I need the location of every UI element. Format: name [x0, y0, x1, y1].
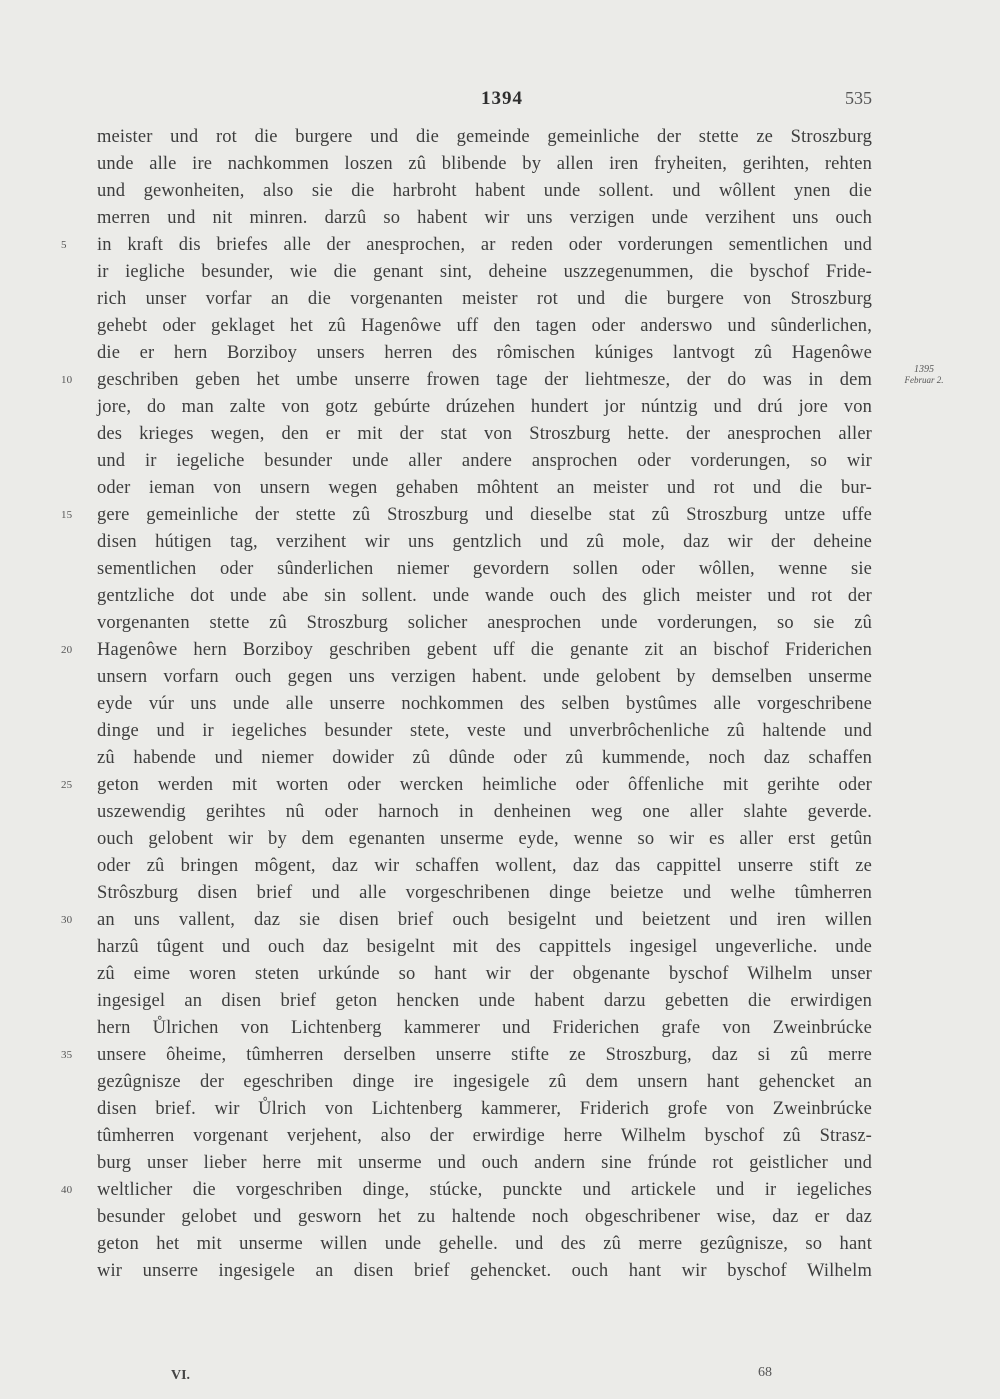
text-line: [97, 934, 872, 961]
text-line: [97, 1231, 872, 1258]
line-text: oder ieman von unsern wegen gehaben môhtent an meister und rot und die bur-: [97, 478, 872, 498]
text-line: [97, 826, 872, 853]
line-text: ir iegliche besunder, wie die genant sint, deheine uszzegenummen, die byschof Fride-: [97, 262, 872, 282]
line-text: harzû tûgent und ouch daz besigelnt mit des cappittels ingesigel ungeverliche. unde: [97, 937, 872, 957]
text-line: [97, 1258, 872, 1285]
text-line: [97, 286, 872, 313]
text-line: [97, 421, 872, 448]
text-line: [97, 340, 872, 367]
line-text: zû habende und niemer dowider zû dûnde oder zû kummende, noch daz schaffen: [97, 748, 872, 768]
text-line: [97, 124, 872, 151]
line-text: eyde vúr uns unde alle unserre nochkommen des selben bystûmes alle vorgeschribene: [97, 694, 872, 714]
line-text: disen brief. wir Ůlrich von Lichtenberg kammerer, Friderich grofe von Zweinbrúcke: [97, 1099, 872, 1119]
line-text: gehebt oder geklaget het zû Hagenôwe uff den tagen oder anderswo und sûnderlichen,: [97, 316, 872, 336]
line-number: 25: [61, 779, 73, 791]
line-number: 5: [61, 239, 67, 251]
line-text: burg unser lieber herre mit unserme und ouch andern sine frúnde rot geistlicher und: [97, 1153, 872, 1173]
line-text: unsern vorfarn ouch gegen uns verzigen habent. unde gelobent by demselben unserme: [97, 667, 872, 687]
text-line: [97, 1204, 872, 1231]
line-text: meister und rot die burgere und die gemeinde gemeinliche der stette ze Stroszburg: [97, 127, 872, 147]
text-line: [97, 1096, 872, 1123]
line-text: besunder gelobet und gesworn het zu haltende noch obgeschribener wise, daz er daz: [97, 1207, 872, 1227]
text-line: [97, 691, 872, 718]
text-line: [97, 718, 872, 745]
line-text: geschriben geben het umbe unserre frowen tage der liehtmesze, der do was in dem: [97, 370, 872, 390]
line-text: ouch gelobent wir by dem egenanten unserme eyde, wenne so wir es aller erst getûn: [97, 829, 872, 849]
text-line: [97, 394, 872, 421]
text-line: [97, 1069, 872, 1096]
line-text: rich unser vorfar an die vorgenanten meister rot und die burgere von Stroszburg: [97, 289, 872, 309]
text-line: [97, 853, 872, 880]
text-line: [61, 367, 872, 394]
line-text: hern Ůlrichen von Lichtenberg kammerer und Friderichen grafe von Zweinbrúcke: [97, 1018, 872, 1038]
line-text: oder zû bringen môgent, daz wir schaffen wollent, daz das cappittel unserre stift ze: [97, 856, 872, 876]
line-text: dinge und ir iegeliches besunder stete, veste und unverbrôchenliche zû haltende und: [97, 721, 872, 741]
text-line: [97, 1123, 872, 1150]
line-text: in kraft dis briefes alle der anesprochen, ar reden oder vorderungen sementlichen und: [97, 235, 872, 255]
text-line: [97, 799, 872, 826]
text-line: [61, 772, 872, 799]
line-text: unsere ôheime, tûmherren derselben unserre stifte ze Stroszburg, daz si zû merre: [97, 1045, 872, 1065]
line-number: 35: [61, 1049, 73, 1061]
text-line: [97, 1015, 872, 1042]
line-text: tûmherren vorgenant verjehent, also der erwirdige herre Wilhelm byschof zû Strasz-: [97, 1126, 872, 1146]
line-text: Hagenôwe hern Borziboy geschriben gebent uff die genante zit an bischof Friderichen: [97, 640, 872, 660]
line-text: Strôszburg disen brief und alle vorgeschribenen dinge beietze und welhe tûmherren: [97, 883, 872, 903]
text-line: [97, 961, 872, 988]
line-text: sementlichen oder sûnderlichen niemer gevordern sollen oder wôllen, wenne sie: [97, 559, 872, 579]
line-text: weltlicher die vorgeschriben dinge, stúcke, punckte und artickele und ir iegeliches: [97, 1180, 872, 1200]
line-text: unde alle ire nachkommen loszen zû blibende by allen iren fryheiten, gerihten, rehten: [97, 154, 872, 174]
text-line: [97, 259, 872, 286]
line-number: 20: [61, 644, 73, 656]
margin-note-year: 1395: [914, 364, 934, 375]
text-line: [97, 988, 872, 1015]
text-line: [97, 529, 872, 556]
text-line: [61, 1177, 872, 1204]
line-number: 10: [61, 374, 73, 386]
text-line: [97, 313, 872, 340]
line-text: und gewonheiten, also sie die harbroht habent unde sollent. und wôllent ynen die: [97, 181, 872, 201]
footer-signature: 68: [758, 1365, 772, 1380]
text-line: [97, 151, 872, 178]
line-text: wir unserre ingesigele an disen brief gehencket. ouch hant wir byschof Wilhelm: [97, 1261, 872, 1281]
line-text: uszewendig gerihtes nû oder harnoch in denheinen weg one aller slahte geverde.: [97, 802, 872, 822]
line-text: vorgenanten stette zû Stroszburg solicher anesprochen unde vorderungen, so sie zû: [97, 613, 872, 633]
line-number: 40: [61, 1184, 73, 1196]
line-text: geton werden mit worten oder wercken heimliche oder ôffenliche mit gerihte oder: [97, 775, 872, 795]
page-number: 535: [845, 88, 872, 108]
line-text: die er hern Borziboy unsers herren des rômischen kúniges lantvogt zû Hagenôwe: [97, 343, 872, 363]
line-text: disen hútigen tag, verzihent wir uns gentzlich und zû mole, daz wir der deheine: [97, 532, 872, 552]
line-text: des krieges wegen, den er mit der stat von Stroszburg hette. der anesprochen aller: [97, 424, 872, 444]
line-text: zû eime woren steten urkúnde so hant wir der obgenante byschof Wilhelm unser: [97, 964, 872, 984]
line-number: 30: [61, 914, 73, 926]
text-line: [97, 610, 872, 637]
footer-volume: VI.: [171, 1368, 191, 1383]
text-line: [61, 502, 872, 529]
text-line: [61, 232, 872, 259]
text-line: [61, 637, 872, 664]
line-number: 15: [61, 509, 73, 521]
text-line: [97, 583, 872, 610]
margin-note-date: Februar 2.: [904, 375, 944, 385]
text-line: [97, 880, 872, 907]
line-text: gere gemeinliche der stette zû Stroszburg und dieselbe stat zû Stroszburg untze uffe: [97, 505, 872, 525]
line-text: gezûgnisze der egeschriben dinge ire ingesigele zû dem unsern hant gehencket an: [97, 1072, 872, 1092]
text-line: [97, 178, 872, 205]
body-text: [61, 124, 872, 1285]
text-line: [97, 1150, 872, 1177]
line-text: geton het mit unserme willen unde gehelle. und des zû merre gezûgnisze, so hant: [97, 1234, 872, 1254]
line-text: an uns vallent, daz sie disen brief ouch besigelnt und beietzent und iren willen: [97, 910, 872, 930]
line-text: jore, do man zalte von gotz gebúrte drúzehen hundert jor núntzig und drú jore von: [97, 397, 872, 417]
line-text: und ir iegeliche besunder unde aller andere ansprochen oder vorderungen, so wir: [97, 451, 872, 471]
text-line: [97, 475, 872, 502]
text-line: [61, 1042, 872, 1069]
line-text: ingesigel an disen brief geton hencken unde habent darzu gebetten die erwirdigen: [97, 991, 872, 1011]
header-year: 1394: [481, 88, 523, 109]
text-line: [61, 907, 872, 934]
text-line: [97, 745, 872, 772]
text-line: [97, 664, 872, 691]
text-line: [97, 556, 872, 583]
text-line: [97, 205, 872, 232]
line-text: gentzliche dot unde abe sin sollent. unde wande ouch des glich meister und rot der: [97, 586, 872, 606]
line-text: merren und nit minren. darzû so habent wir uns verzigen unde verzihent uns ouch: [97, 208, 872, 228]
text-line: [97, 448, 872, 475]
margin-date-note: [884, 364, 964, 386]
